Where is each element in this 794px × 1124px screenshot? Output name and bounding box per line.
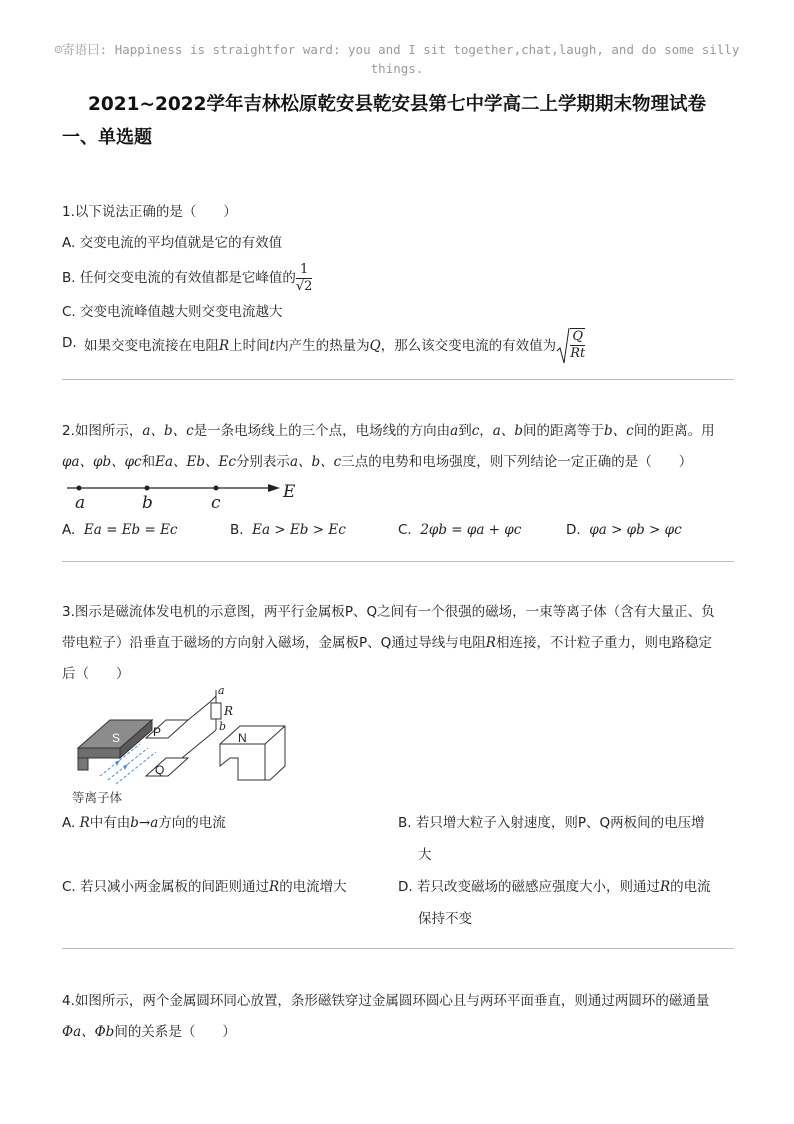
q1-option-b-fraction xyxy=(296,262,313,295)
plasma-arrow-icons xyxy=(115,760,128,770)
q2-text: 间的距离等于 xyxy=(522,423,604,439)
q4-flux-vars: Φa、Φb xyxy=(62,1024,115,1040)
option-label: A. xyxy=(62,522,76,538)
q1-d-text: 上时间 xyxy=(229,338,270,354)
q2-var: c xyxy=(471,423,480,439)
q3-option-b-line-1: B. 若只增大粒子入射速度，则P、Q两板间的电压增 xyxy=(398,815,705,831)
var-R: R xyxy=(219,338,230,354)
q2-vars: a、b xyxy=(492,423,523,439)
fraction-numerator: 1 xyxy=(296,262,313,279)
q4-text: 间的关系是（ ） xyxy=(114,1024,236,1040)
q2-text: ， xyxy=(479,423,493,439)
q3-text: 方向的电流 xyxy=(158,815,226,831)
q4-stem-line-1: 4.如图所示，两个金属圆环同心放置，条形磁铁穿过金属圆环圆心且与两环平面垂直，则通过两圆环的磁通量 xyxy=(62,993,710,1009)
q2-stem-line-1 xyxy=(62,421,715,441)
q3-text: D. 若只改变磁场的磁感应强度大小，则通过 xyxy=(398,879,660,895)
label-Q: Q xyxy=(155,763,165,777)
magnet-s-front xyxy=(78,748,120,758)
q2-option-a xyxy=(62,520,178,540)
section-title: 一、单选题 xyxy=(62,127,152,148)
fraction-denominator: Rt xyxy=(570,346,586,361)
q2-text: 2.如图所示， xyxy=(62,423,143,439)
option-label: D. xyxy=(566,522,581,538)
q2-vars: a、b、c xyxy=(289,454,342,470)
magnet-s-leg xyxy=(78,758,88,770)
var-Q: Q xyxy=(369,338,381,354)
label-c: c xyxy=(211,493,221,512)
var-R: R xyxy=(485,635,496,651)
q3-text: 中有由 xyxy=(89,815,131,831)
q3-text: 的电流 xyxy=(670,879,711,895)
q3-option-d-line-2: 保持不变 xyxy=(418,911,472,927)
wire-bottom xyxy=(182,730,216,758)
option-label: B. xyxy=(230,522,244,538)
point-a xyxy=(77,486,82,491)
figure-caption: 等离子体 xyxy=(72,790,123,805)
q1-stem: 1.以下说法正确的是（ ） xyxy=(62,204,237,220)
q2-option-c xyxy=(398,520,521,540)
option-formula: Ea = Eb = Ec xyxy=(83,522,178,538)
q2-vars: b、c xyxy=(603,423,634,439)
divider xyxy=(62,561,734,562)
q3-text: 带电粒子）沿垂直于磁场的方向射入磁场，金属板P、Q通过导线与电阻 xyxy=(62,635,486,651)
arrow-head-icon xyxy=(268,484,280,492)
motto-line-2: things. xyxy=(370,61,424,76)
q2-option-d xyxy=(566,520,682,540)
q3-option-b-line-2: 大 xyxy=(418,847,432,863)
plate-q xyxy=(146,758,188,776)
var-R: R xyxy=(79,815,90,831)
page-title: 2021~2022学年吉林松原乾安县乾安县第七中学高二上学期期末物理试卷 xyxy=(88,94,706,115)
q2-text: 和 xyxy=(141,454,156,470)
q2-var: a xyxy=(450,423,459,439)
option-formula: Ea > Eb > Ec xyxy=(252,522,346,538)
q1-d-text: 内产生的热量为 xyxy=(275,338,370,354)
q3-text: A. xyxy=(62,815,80,831)
label-R: R xyxy=(224,704,234,718)
point-b xyxy=(145,486,150,491)
q1-option-a: A. 交变电流的平均值就是它的有效值 xyxy=(62,235,283,251)
label-E: E xyxy=(283,482,296,502)
q2-phis: φa、φb、φc xyxy=(62,454,142,470)
fraction-denominator: √2 xyxy=(295,278,313,294)
label-S: S xyxy=(112,731,121,745)
q3-stem-line-3: 后（ ） xyxy=(62,666,130,682)
divider xyxy=(62,948,734,949)
option-formula: φa > φb > φc xyxy=(589,522,682,538)
q2-text: 是一条电场线上的三个点，电场线的方向由 xyxy=(193,423,451,439)
q3-mhd-generator-figure xyxy=(70,686,300,808)
q3-text: 相连接，不计粒子重力，则电路稳定 xyxy=(495,635,712,651)
q1-option-d-label: D. xyxy=(62,335,77,351)
q3-direction: b→a xyxy=(130,815,159,831)
q3-text: C. 若只减小两金属板的间距则通过 xyxy=(62,879,270,895)
fraction-numerator: Q xyxy=(570,329,585,346)
motto-line-1: ☺寄语曰: Happiness is straightfor ward: you and I sit together,chat,laugh, and do some silly xyxy=(54,42,740,57)
q1-d-fraction xyxy=(570,328,585,362)
label-N: N xyxy=(238,731,247,745)
q2-field-line-figure xyxy=(62,478,312,512)
q1-d-text: 如果交变电流接在电阻 xyxy=(84,338,219,354)
q2-Es: Ea、Eb、Ec xyxy=(155,454,236,470)
q1-option-d xyxy=(84,326,585,366)
var-R: R xyxy=(269,879,280,895)
label-a: a xyxy=(75,493,86,512)
option-formula: 2φb = φa + φc xyxy=(420,522,522,538)
label-a: a xyxy=(218,686,225,697)
q3-option-d-line-1 xyxy=(398,877,711,897)
option-label: C. xyxy=(398,522,412,538)
resistor-R xyxy=(211,703,221,719)
label-b: b xyxy=(142,493,153,512)
q1-d-text: ，那么该交变电流的有效值为 xyxy=(380,338,557,354)
q3-text: 的电流增大 xyxy=(279,879,347,895)
q2-text: 三点的电势和电场强度，则下列结论一定正确的是（ ） xyxy=(341,454,693,470)
label-b: b xyxy=(219,720,227,733)
q2-option-b xyxy=(230,520,346,540)
var-t: t xyxy=(269,338,276,354)
q1-option-b xyxy=(62,256,312,300)
q3-option-a xyxy=(62,813,226,833)
label-P: P xyxy=(153,725,162,739)
q3-option-c xyxy=(62,877,347,897)
magnet-n xyxy=(220,726,285,780)
var-R: R xyxy=(659,879,671,895)
q3-stem-line-2 xyxy=(62,633,712,653)
q1-option-b-text: B. 任何交变电流的有效值都是它峰值的 xyxy=(62,270,296,286)
point-c xyxy=(214,486,219,491)
q1-option-c: C. 交变电流峰值越大则交变电流越大 xyxy=(62,304,283,320)
divider xyxy=(62,379,734,380)
motto xyxy=(0,40,794,78)
q4-stem-line-2 xyxy=(62,1022,236,1042)
q2-text: 间的距离。用 xyxy=(633,423,715,439)
q2-vars: a、b、c xyxy=(142,423,194,439)
sqrt-sign-icon xyxy=(556,327,570,365)
q2-stem-line-2 xyxy=(62,452,692,472)
q2-text: 分别表示 xyxy=(235,454,290,470)
q2-text: 到 xyxy=(458,423,472,439)
q3-stem-line-1: 3.图示是磁流体发电机的示意图，两平行金属板P、Q之间有一个很强的磁场，一束等离子体（含有大量正、负 xyxy=(62,604,715,620)
